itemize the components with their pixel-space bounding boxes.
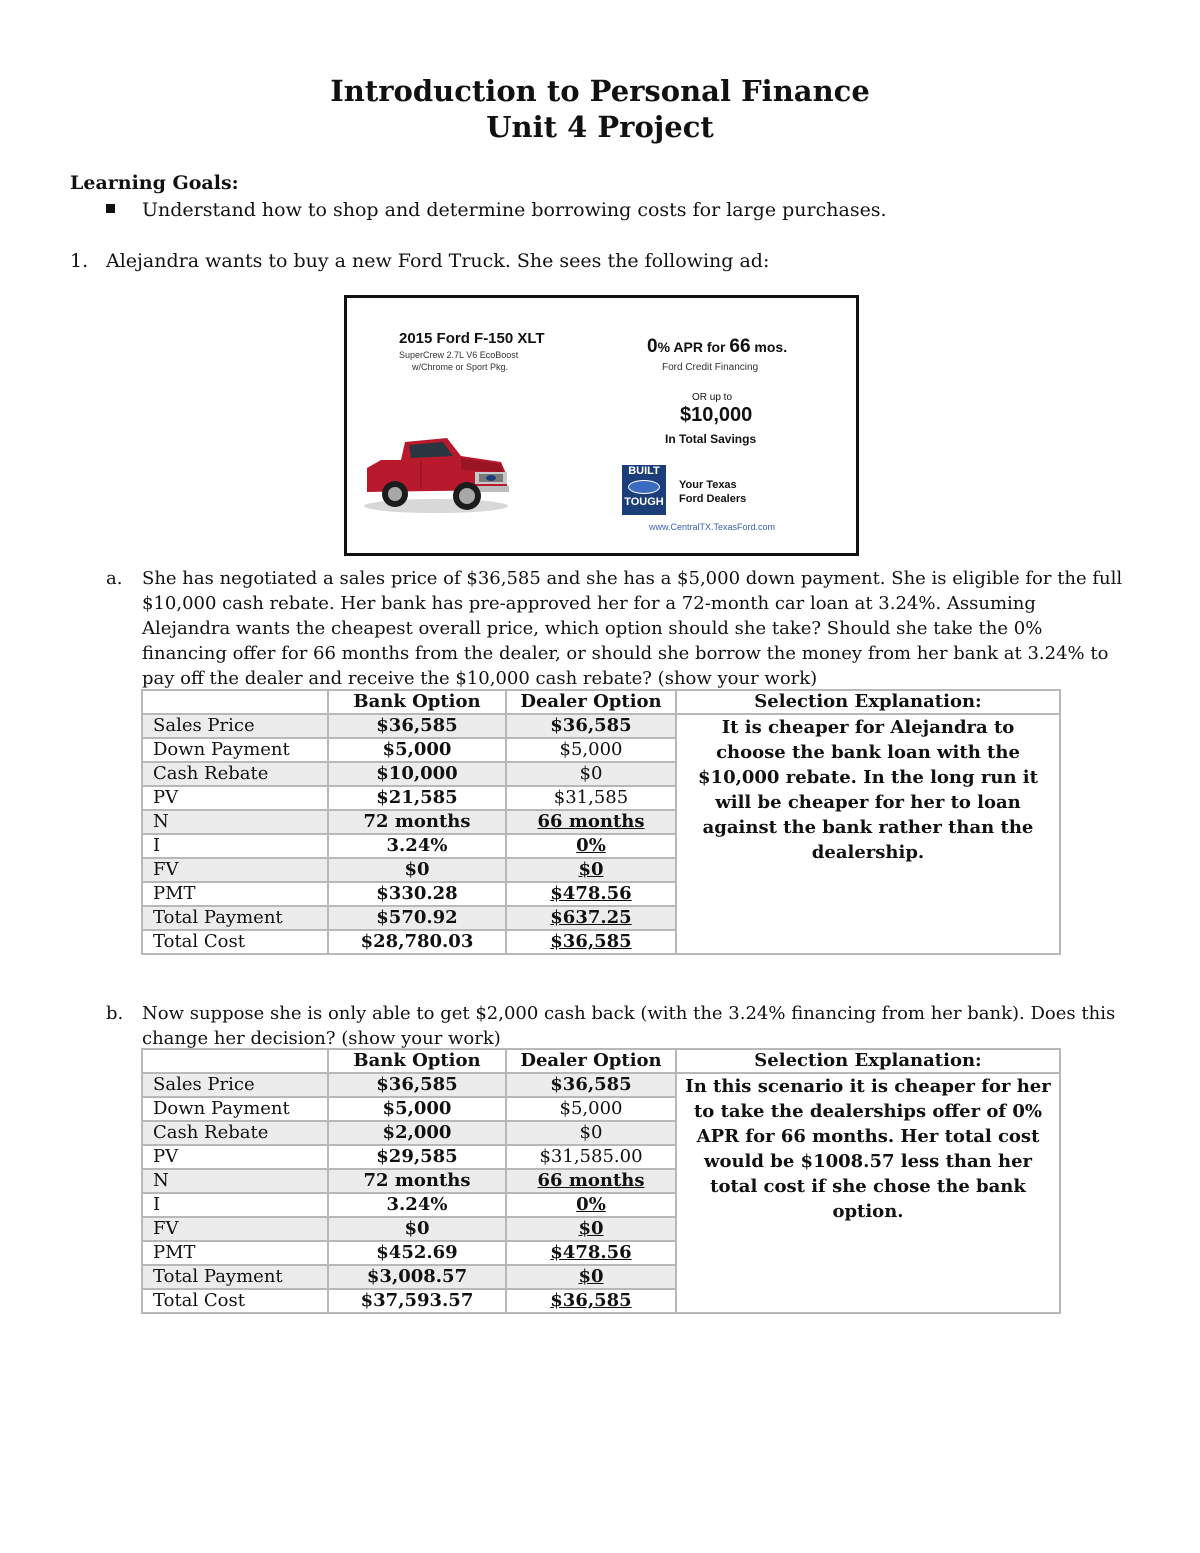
row-label: Total Cost [142, 930, 328, 954]
dealer-value: $0 [506, 1217, 676, 1241]
bank-value: $37,593.57 [328, 1289, 506, 1313]
ad-savings-text: In Total Savings [665, 432, 757, 446]
bank-value: $0 [328, 858, 506, 882]
dealer-value: $36,585 [506, 930, 676, 954]
bank-value: $36,585 [328, 1073, 506, 1097]
learning-goal-text: Understand how to shop and determine borrowing costs for large purchases. [142, 199, 887, 221]
table-row [142, 714, 1060, 738]
header-dealer-option: Dealer Option [506, 690, 676, 714]
badge-bottom: TOUGH [624, 496, 664, 508]
ad-savings-amount: $10,000 [680, 404, 753, 426]
dealer-value: $478.56 [506, 1241, 676, 1265]
dealers-line1: Your Texas [679, 479, 737, 491]
dealer-value: 0% [506, 1193, 676, 1217]
part-a-table [141, 689, 1061, 955]
row-label: Total Payment [142, 906, 328, 930]
bank-value: $0 [328, 1217, 506, 1241]
bank-value: $5,000 [328, 1097, 506, 1121]
row-label: Cash Rebate [142, 762, 328, 786]
part-b-label: b. [106, 1003, 124, 1024]
row-label: Down Payment [142, 1097, 328, 1121]
red-truck-image [361, 416, 511, 516]
row-label: Sales Price [142, 1073, 328, 1097]
row-label: N [142, 810, 328, 834]
apr-suffix: mos. [750, 339, 788, 355]
ad-apr-offer [647, 336, 787, 358]
bank-value: $570.92 [328, 906, 506, 930]
bank-value: 72 months [328, 1169, 506, 1193]
ad-or-up-to: OR up to [692, 392, 733, 403]
table-header-row [142, 1049, 1060, 1073]
apr-months: 66 [729, 336, 751, 357]
row-label: PMT [142, 882, 328, 906]
bank-value: $36,585 [328, 714, 506, 738]
dealer-value: $5,000 [506, 1097, 676, 1121]
table-row [142, 1073, 1060, 1097]
ad-trim-line1: SuperCrew 2.7L V6 EcoBoost [399, 350, 519, 360]
row-label: PV [142, 786, 328, 810]
part-a-label: a. [106, 568, 123, 589]
bank-value: $452.69 [328, 1241, 506, 1265]
bank-value: 72 months [328, 810, 506, 834]
document-title: Introduction to Personal Finance [330, 74, 870, 108]
header-blank [142, 690, 328, 714]
dealer-value: $36,585 [506, 1289, 676, 1313]
question-text: Alejandra wants to buy a new Ford Truck. She sees the following ad: [106, 250, 770, 272]
bank-value: $10,000 [328, 762, 506, 786]
dealer-value: $5,000 [506, 738, 676, 762]
bank-value: $29,585 [328, 1145, 506, 1169]
row-label: Total Payment [142, 1265, 328, 1289]
dealer-value: 66 months [506, 1169, 676, 1193]
ford-advertisement [344, 295, 859, 556]
dealer-value: $478.56 [506, 882, 676, 906]
header-bank-option: Bank Option [328, 690, 506, 714]
bank-value: 3.24% [328, 1193, 506, 1217]
document-subtitle: Unit 4 Project [486, 110, 714, 144]
row-label: FV [142, 858, 328, 882]
header-dealer-option: Dealer Option [506, 1049, 676, 1073]
selection-explanation: It is cheaper for Alejandra to choose the bank loan with the $10,000 rebate. In the long run it will be cheaper for her to loan against the bank rather than the dealership. [676, 714, 1060, 954]
dealer-value: $0 [506, 1121, 676, 1145]
row-label: Down Payment [142, 738, 328, 762]
row-label: Total Cost [142, 1289, 328, 1313]
square-bullet-icon [106, 204, 115, 213]
dealer-value: $36,585 [506, 714, 676, 738]
built-tough-badge [622, 465, 666, 515]
bank-value: $3,008.57 [328, 1265, 506, 1289]
row-label: FV [142, 1217, 328, 1241]
row-label: Sales Price [142, 714, 328, 738]
table-header-row [142, 690, 1060, 714]
header-selection-explanation: Selection Explanation: [676, 1049, 1060, 1073]
row-label: I [142, 834, 328, 858]
part-a-text: She has negotiated a sales price of $36,585 and she has a $5,000 down payment. She is eligible for the full $10,000 cash rebate. Her bank has pre-approved her for a 72-month car loan at 3.24%. Assuming Alejandra wants the cheapest overall price, which option should she take? Should she take the 0% financing offer for 66 months from the dealer, or should she borrow the money from her bank at 3.24% to pay off the dealer and receive the $10,000 cash rebate? (show your work) [142, 568, 1123, 689]
ad-model: 2015 Ford F-150 XLT [399, 330, 545, 347]
dealer-value: $0 [506, 762, 676, 786]
ad-trim-line2: w/Chrome or Sport Pkg. [412, 362, 509, 372]
dealer-value: 0% [506, 834, 676, 858]
dealers-line2: Ford Dealers [679, 493, 747, 505]
dealer-value: $637.25 [506, 906, 676, 930]
dealer-value: $31,585 [506, 786, 676, 810]
part-b-table [141, 1048, 1061, 1314]
ad-financing: Ford Credit Financing [662, 362, 759, 373]
bank-value: $28,780.03 [328, 930, 506, 954]
dealer-value: $0 [506, 858, 676, 882]
apr-text: % APR for [657, 339, 730, 355]
row-label: PMT [142, 1241, 328, 1265]
dealer-value: $36,585 [506, 1073, 676, 1097]
row-label: Cash Rebate [142, 1121, 328, 1145]
header-blank [142, 1049, 328, 1073]
learning-goals-heading: Learning Goals: [70, 172, 239, 194]
part-b-text: Now suppose she is only able to get $2,000 cash back (with the 3.24% financing from her bank). Does this change her decision? (show your work) [142, 1003, 1116, 1049]
bank-value: $2,000 [328, 1121, 506, 1145]
row-label: I [142, 1193, 328, 1217]
bank-value: $330.28 [328, 882, 506, 906]
question-number: 1. [70, 250, 89, 272]
ford-oval-icon [628, 480, 660, 494]
header-bank-option: Bank Option [328, 1049, 506, 1073]
row-label: PV [142, 1145, 328, 1169]
ad-dealers [679, 478, 746, 506]
bank-value: $5,000 [328, 738, 506, 762]
header-selection-explanation: Selection Explanation: [676, 690, 1060, 714]
selection-explanation: In this scenario it is cheaper for her to take the dealerships offer of 0% APR for 66 months. Her total cost would be $1008.57 less than her total cost if she chose the bank option. [676, 1073, 1060, 1313]
row-label: N [142, 1169, 328, 1193]
apr-rate: 0 [647, 336, 658, 357]
dealer-value: $0 [506, 1265, 676, 1289]
dealer-value: $31,585.00 [506, 1145, 676, 1169]
bank-value: 3.24% [328, 834, 506, 858]
dealer-value: 66 months [506, 810, 676, 834]
bank-value: $21,585 [328, 786, 506, 810]
badge-top: BUILT [628, 465, 660, 477]
ad-url: www.CentralTX.TexasFord.com [649, 522, 776, 532]
